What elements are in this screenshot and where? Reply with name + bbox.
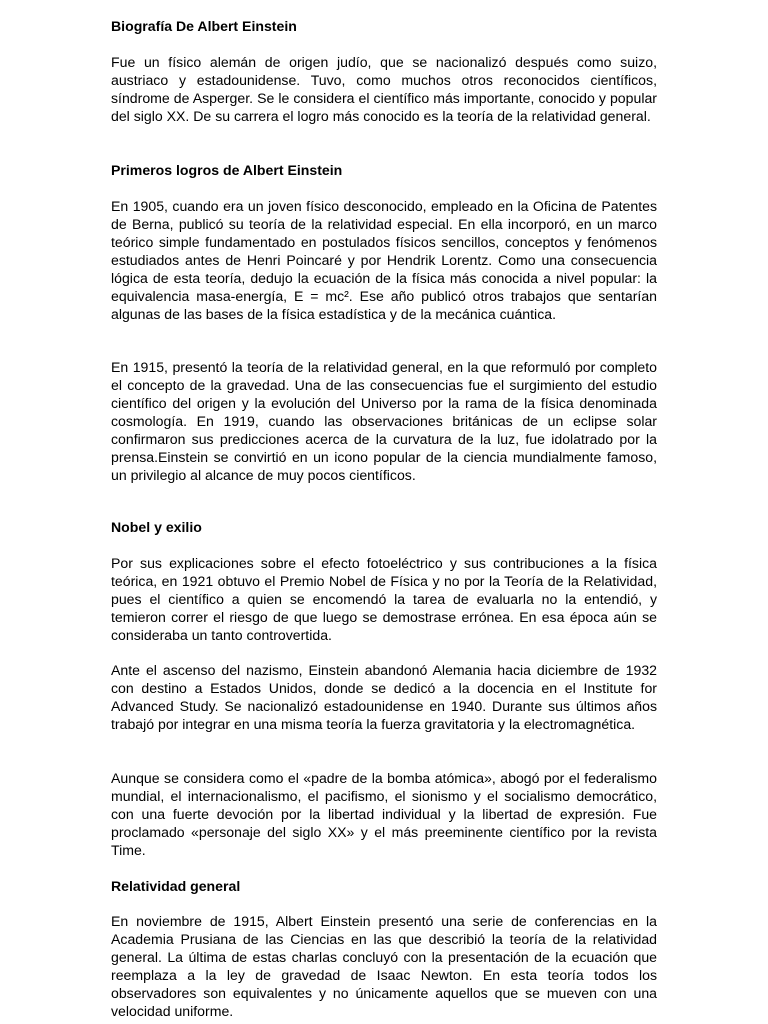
section-heading-primeros-logros: Primeros logros de Albert Einstein <box>111 162 343 178</box>
paragraph-nobel-exilio-2: Ante el ascenso del nazismo, Einstein abandonó Alemania hacia diciembre de 1932 con destino a Estados Unidos, donde se dedicó a la docencia en el Institute for Advanced Study. Se nacionalizó estadounidense en 1940. Durante sus últimos años trabajó por integrar en una misma teoría la fuerza gravitatoria y la electromagnética. <box>111 662 657 732</box>
paragraph-nobel-exilio-3: Aunque se considera como el «padre de la bomba atómica», abogó por el federalismo mundial, el internacionalismo, el pacifismo, el sionismo y el socialismo democrático, con una fuerte devoción por la libertad individual y la libertad de expresión. Fue proclamado «personaje del siglo XX» y el más preeminente científico por la revista Time. <box>111 770 657 858</box>
section-heading-relatividad-general: Relatividad general <box>111 878 241 894</box>
intro-paragraph: Fue un físico alemán de origen judío, que se nacionalizó después como suizo, austriaco y estadounidense. Tuvo, como muchos otros reconocidos científicos, síndrome de Asperger. Se le considera el científico más importante, conocido y popular del siglo XX. De su carrera el logro más conocido es la teoría de la relatividad general. <box>111 54 657 124</box>
document-page <box>111 0 657 1024</box>
section-heading-nobel-exilio: Nobel y exilio <box>111 519 202 535</box>
paragraph-primeros-logros-2: En 1915, presentó la teoría de la relatividad general, en la que reformuló por completo el concepto de la gravedad. Una de las consecuencias fue el surgimiento del estudio científico del origen y la evolución del Universo por la rama de la física denominada cosmología. En 1919, cuando las observaciones británicas de un eclipse solar confirmaron sus predicciones acerca de la curvatura de la luz, fue idolatrado por la prensa.Einstein se convirtió en un icono popular de la ciencia mundialmente famoso, un privilegio al alcance de muy pocos científicos. <box>111 359 657 483</box>
paragraph-nobel-exilio-1: Por sus explicaciones sobre el efecto fotoeléctrico y sus contribuciones a la física teórica, en 1921 obtuvo el Premio Nobel de Física y no por la Teoría de la Relatividad, pues el científico a quien se encomendó la tarea de evaluarla no la entendió, y temieron correr el riesgo de que luego se demostrase errónea. En esa época aún se consideraba un tanto controvertida. <box>111 555 657 643</box>
paragraph-primeros-logros-1: En 1905, cuando era un joven físico desconocido, empleado en la Oficina de Patentes de Berna, publicó su teoría de la relatividad especial. En ella incorporó, en un marco teórico simple fundamentado en postulados físicos sencillos, conceptos y fenómenos estudiados antes de Henri Poincaré y por Hendrik Lorentz. Como una consecuencia lógica de esta teoría, dedujo la ecuación de la física más conocida a nivel popular: la equivalencia masa-energía, E = mc². Ese año publicó otros trabajos que sentarían algunas de las bases de la física estadística y de la mecánica cuántica. <box>111 198 657 322</box>
document-title: Biografía De Albert Einstein <box>111 18 297 34</box>
paragraph-relatividad-general-1: En noviembre de 1915, Albert Einstein presentó una serie de conferencias en la Academia Prusiana de las Ciencias en las que describió la teoría de la relatividad general. La última de estas charlas concluyó con la presentación de la ecuación que reemplaza a la ley de gravedad de Isaac Newton. En esta teoría todos los observadores son equivalentes y no únicamente aquellos que se mueven con una velocidad uniforme. <box>111 913 657 1019</box>
